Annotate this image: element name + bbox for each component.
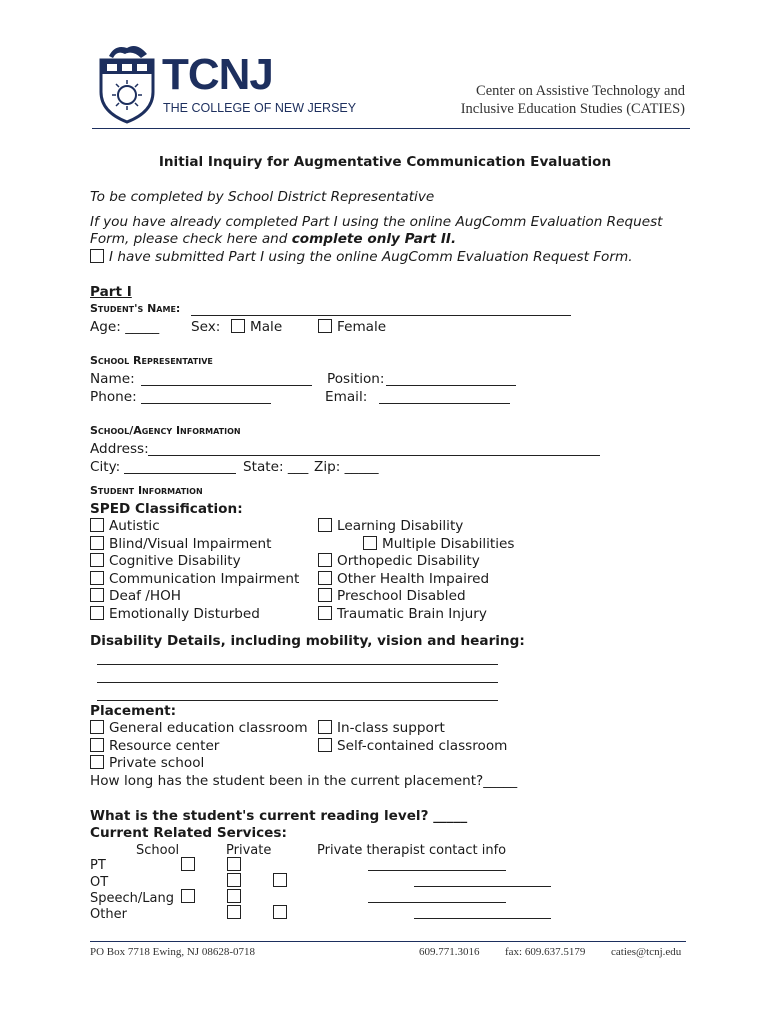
sped-checkbox[interactable]	[318, 571, 332, 585]
sped-option-label: Preschool Disabled	[337, 588, 466, 604]
agency-heading: School/Agency Information	[90, 424, 241, 437]
intro-line-2	[90, 231, 456, 248]
sped-checkbox[interactable]	[90, 571, 104, 585]
intro-line-2-text: Form, please check here and	[90, 231, 292, 247]
college-seal-icon	[95, 40, 159, 124]
student-name-field[interactable]	[191, 315, 571, 316]
sped-checkbox[interactable]	[90, 606, 104, 620]
therapist-contact-field[interactable]	[414, 918, 551, 919]
pt-private-checkbox[interactable]	[227, 857, 241, 871]
part-1-heading: Part I	[90, 284, 132, 300]
form-title: Initial Inquiry for Augmentative Communication Evaluation	[158, 154, 612, 170]
ot-school-checkbox[interactable]	[227, 873, 241, 887]
footer-phone: 609.771.3016	[419, 946, 480, 958]
header-rule	[92, 128, 690, 129]
sped-option-label: Blind/Visual Impairment	[109, 536, 272, 552]
reading-level-question[interactable]: What is the student's current reading level? _____	[90, 808, 468, 824]
sped-option[interactable]	[318, 606, 487, 623]
col-therapist-contact: Private therapist contact info	[317, 843, 507, 858]
sped-option-label: Communication Impairment	[109, 571, 300, 587]
ot-private-checkbox[interactable]	[273, 873, 287, 887]
footer-fax: fax: 609.637.5179	[505, 946, 586, 958]
placement-general-checkbox[interactable]	[90, 720, 104, 734]
address-field[interactable]	[148, 455, 600, 456]
male-label: Male	[250, 319, 283, 335]
student-info-heading: Student Information	[90, 484, 203, 497]
rep-position-field[interactable]	[386, 385, 516, 386]
placement-label: Placement:	[90, 703, 177, 719]
rep-email-label: Email:	[325, 389, 368, 405]
rep-phone-field[interactable]	[141, 403, 271, 404]
col-private: Private	[226, 843, 272, 858]
disability-details-line[interactable]	[97, 664, 498, 665]
zip-label[interactable]: Zip: _____	[314, 459, 379, 475]
school-rep-heading: School Representative	[90, 354, 213, 367]
placement-duration[interactable]: How long has the student been in the current placement?_____	[90, 773, 518, 789]
center-name-line2: Inclusive Education Studies (CATIES)	[460, 101, 685, 117]
sped-option[interactable]	[318, 588, 466, 605]
sped-checkbox[interactable]	[318, 518, 332, 532]
pt-school-checkbox[interactable]	[181, 857, 195, 871]
center-name-line1: Center on Assistive Technology and	[476, 83, 685, 99]
placement-inclass-label: In-class support	[337, 720, 445, 736]
footer-email[interactable]: caties@tcnj.edu	[611, 946, 682, 958]
sped-option[interactable]	[90, 553, 241, 570]
state-label[interactable]: State: ___	[243, 459, 309, 475]
age-label[interactable]: Age: _____	[90, 319, 160, 335]
sped-checkbox[interactable]	[90, 553, 104, 567]
placement-inclass-checkbox[interactable]	[318, 720, 332, 734]
sped-option-label: Orthopedic Disability	[337, 553, 480, 569]
female-label: Female	[337, 319, 387, 335]
related-services-label: Current Related Services:	[90, 825, 287, 841]
intro-line-2-bold: complete only Part II.	[291, 231, 457, 247]
placement-resource-checkbox[interactable]	[90, 738, 104, 752]
therapist-contact-field[interactable]	[368, 902, 506, 903]
placement-inclass[interactable]	[318, 720, 445, 737]
sped-option-label: Multiple Disabilities	[382, 536, 515, 552]
placement-private[interactable]	[90, 755, 204, 772]
service-row-label: PT	[90, 858, 106, 873]
sped-checkbox[interactable]	[90, 518, 104, 532]
disability-details-line[interactable]	[97, 682, 498, 683]
sped-option[interactable]	[318, 571, 489, 588]
therapist-contact-field[interactable]	[368, 870, 506, 871]
service-row-label: OT	[90, 875, 109, 890]
rep-name-field[interactable]	[141, 385, 312, 386]
sped-checkbox[interactable]	[90, 588, 104, 602]
other-private-checkbox[interactable]	[273, 905, 287, 919]
intro-line-1: If you have already completed Part I using the online AugComm Evaluation Request	[90, 214, 663, 230]
sped-option[interactable]	[363, 536, 515, 553]
placement-private-label: Private school	[109, 755, 205, 771]
student-name-label: Student's Name:	[90, 302, 181, 315]
logo-wordmark: TCNJ	[162, 50, 273, 99]
sped-label: SPED Classification:	[90, 501, 243, 517]
disability-details-label: Disability Details, including mobility, vision and hearing:	[90, 633, 525, 649]
speech-private-checkbox[interactable]	[227, 889, 241, 903]
sped-option[interactable]	[90, 536, 272, 553]
sped-checkbox[interactable]	[318, 588, 332, 602]
sped-option-label: Learning Disability	[337, 518, 464, 534]
disability-details-line[interactable]	[97, 700, 498, 701]
sped-option-label: Traumatic Brain Injury	[337, 606, 487, 622]
male-option[interactable]	[231, 319, 282, 336]
sped-checkbox[interactable]	[318, 606, 332, 620]
placement-selfcontained-checkbox[interactable]	[318, 738, 332, 752]
footer-rule	[90, 941, 686, 942]
sped-option[interactable]	[90, 606, 260, 623]
placement-general[interactable]	[90, 720, 308, 737]
address-label: Address:	[90, 441, 149, 457]
sped-checkbox[interactable]	[90, 536, 104, 550]
sped-checkbox[interactable]	[318, 553, 332, 567]
sped-checkbox[interactable]	[363, 536, 377, 550]
center-name	[461, 82, 685, 118]
rep-email-field[interactable]	[379, 403, 510, 404]
speech-school-checkbox[interactable]	[181, 889, 195, 903]
therapist-contact-field[interactable]	[414, 886, 551, 887]
rep-phone-label: Phone:	[90, 389, 137, 405]
placement-resource-label: Resource center	[109, 738, 220, 754]
sped-option[interactable]	[90, 588, 181, 605]
placement-selfcontained-label: Self-contained classroom	[337, 738, 508, 754]
sex-label: Sex:	[191, 319, 221, 335]
logo-subtitle: THE COLLEGE OF NEW JERSEY	[163, 101, 357, 115]
service-row-label: Speech/Lang	[90, 891, 174, 906]
sped-option-label: Other Health Impaired	[337, 571, 490, 587]
male-checkbox[interactable]	[231, 319, 245, 333]
service-row-label: Other	[90, 907, 127, 922]
submitted-checkbox-label: I have submitted Part I using the online AugComm Evaluation Request Form.	[109, 249, 633, 265]
sped-option[interactable]	[90, 571, 299, 588]
col-school: School	[136, 843, 180, 858]
sped-option-label: Cognitive Disability	[109, 553, 241, 569]
sped-option[interactable]	[90, 518, 160, 535]
placement-general-label: General education classroom	[109, 720, 308, 736]
sped-option-label: Deaf /HOH	[109, 588, 181, 604]
city-label: City:	[90, 459, 121, 475]
rep-name-label: Name:	[90, 371, 135, 387]
placement-private-checkbox[interactable]	[90, 755, 104, 769]
female-option[interactable]	[318, 319, 386, 336]
completed-by-note: To be completed by School District Representative	[90, 189, 435, 205]
footer-address: PO Box 7718 Ewing, NJ 08628-0718	[90, 946, 256, 958]
sped-option[interactable]	[318, 518, 463, 535]
female-checkbox[interactable]	[318, 319, 332, 333]
submitted-checkbox[interactable]	[90, 249, 104, 263]
submitted-checkbox-row[interactable]	[90, 249, 633, 266]
sped-option-label: Emotionally Disturbed	[109, 606, 260, 622]
rep-position-label: Position:	[327, 371, 385, 387]
placement-resource[interactable]	[90, 738, 219, 755]
city-field[interactable]	[124, 473, 236, 474]
sped-option[interactable]	[318, 553, 480, 570]
sped-option-label: Autistic	[109, 518, 160, 534]
other-school-checkbox[interactable]	[227, 905, 241, 919]
placement-selfcontained[interactable]	[318, 738, 507, 755]
